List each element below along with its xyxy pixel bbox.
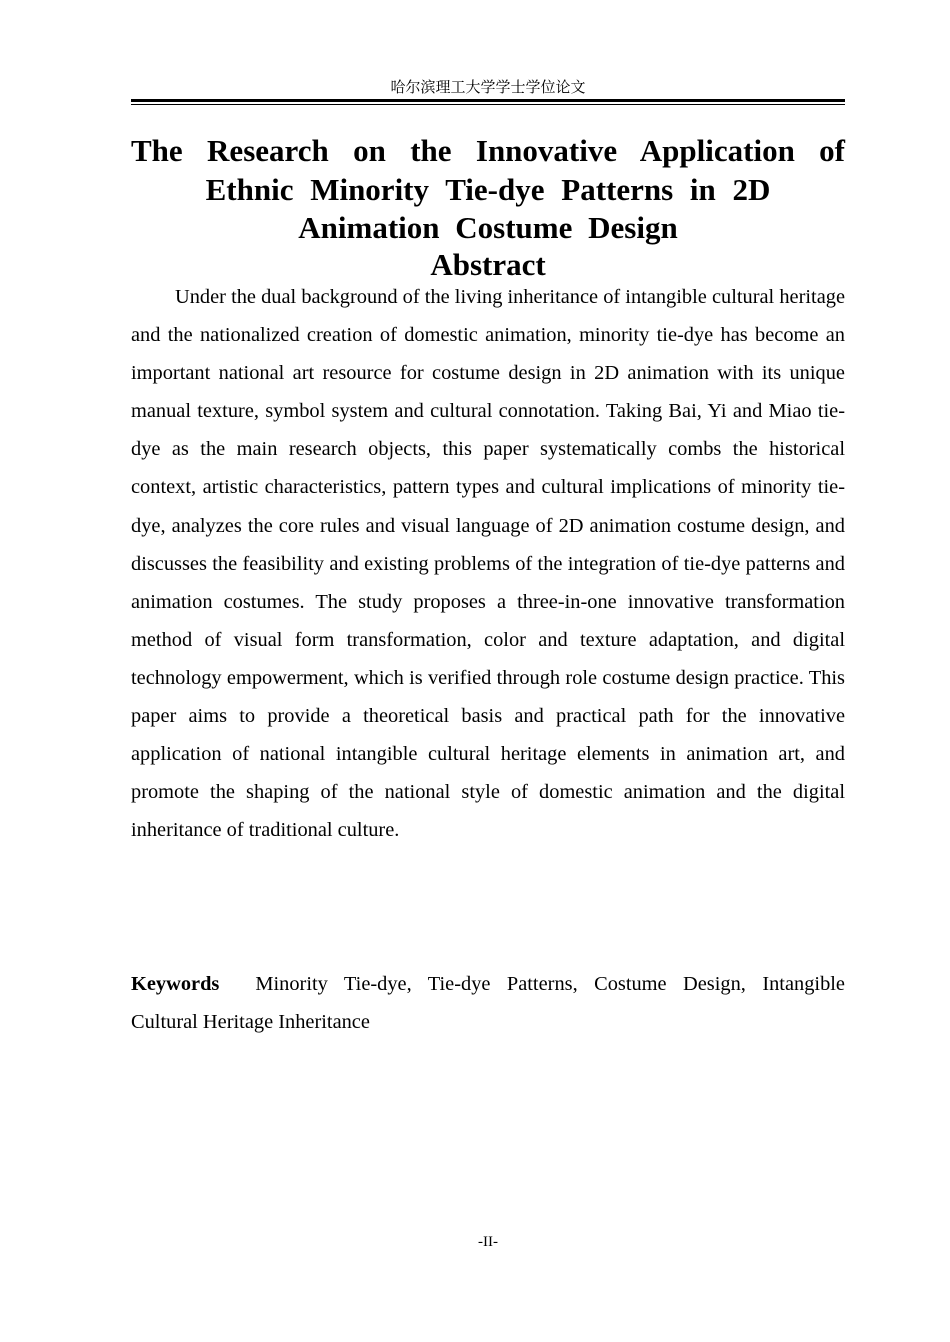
thesis-title — [131, 132, 845, 248]
keywords-label: Keywords — [131, 973, 220, 995]
running-header: 哈尔滨理工大学学士学位论文 — [390, 80, 586, 96]
header-rule-thick — [131, 99, 845, 102]
keywords-text: Minority Tie-dye, Tie-dye Patterns, Costume Design, Intangible Cultural Heritage Inheritance — [131, 973, 845, 1033]
header-rule-thin — [131, 104, 845, 105]
title-line-3: Animation Costume Design — [298, 210, 678, 245]
keywords-paragraph — [131, 965, 845, 1041]
title-line-1: The Research on the Innovative Application of — [131, 133, 845, 168]
page-number: -II- — [478, 1234, 498, 1250]
abstract-heading: Abstract — [430, 247, 546, 282]
abstract-body: Under the dual background of the living inheritance of intangible cultural heritage and the nationalized creation of domestic animation, minority tie-dye has become an important national art resource for costume design in 2D animation with its unique manual texture, symbol system and cultural connotation. Taking Bai, Yi and Miao tie-dye as the main research objects, this paper systematically combs the historical context, artistic characteristics, pattern types and cultural implications of minority tie-dye, analyzes the core rules and visual language of 2D animation costume design, and discusses the feasibility and existing problems of the integration of tie-dye patterns and animation costumes. The study proposes a three-in-one innovative transformation method of visual form transformation, color and texture adaptation, and digital technology empowerment, which is verified through role costume design practice. This paper aims to provide a theoretical basis and practical path for the innovative application of national intangible cultural heritage elements in animation art, and promote the shaping of the national style of domestic animation and the digital inheritance of traditional culture. — [131, 286, 845, 842]
title-line-2: Ethnic Minority Tie-dye Patterns in 2D — [205, 171, 771, 207]
thesis-page — [131, 0, 845, 1342]
